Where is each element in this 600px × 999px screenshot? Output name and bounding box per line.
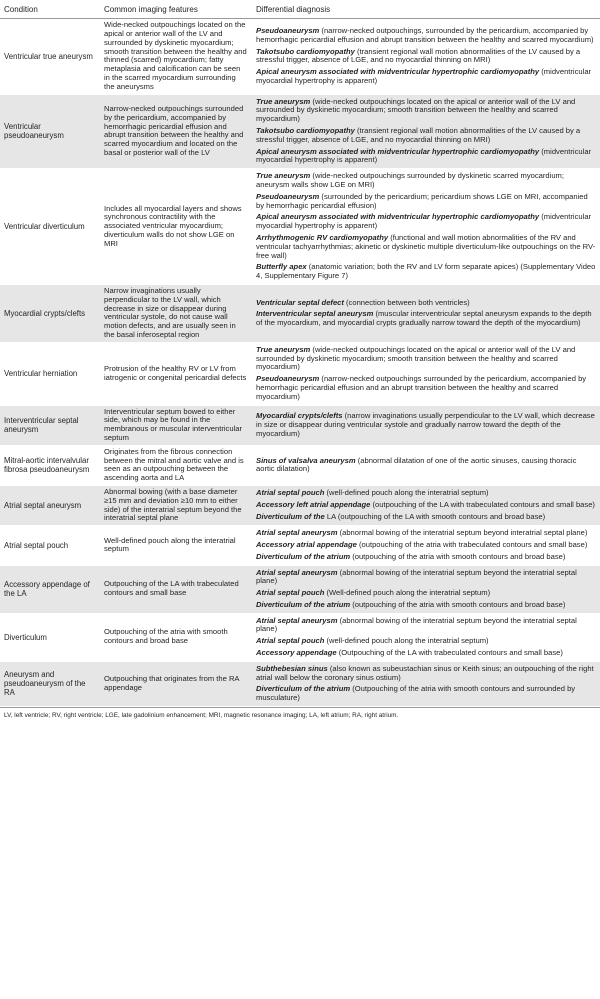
condition-cell: Ventricular herniation: [0, 342, 100, 405]
imaging-features-cell: Outpouching of the atria with smooth contours and broad base: [100, 613, 252, 661]
diagnosis-name: Atrial septal aneurysm: [256, 528, 338, 538]
diagnosis-name: Pseudoaneurysm: [256, 191, 320, 201]
diagnosis-name: Apical aneurysm associated with midventricular hypertrophic cardiomyopathy: [256, 212, 540, 222]
condition-cell: Mitral-aortic intervalvular fibrosa pseudoaneurysm: [0, 445, 100, 485]
diagnosis-name: Diverticulum of the atrium: [256, 684, 351, 694]
diagnosis-description: (surrounded by the pericardium; pericardium shows LGE on MRI, accompanied by hemorrhagic pericardial effusion): [256, 191, 588, 210]
diagnosis-name: Subthebesian sinus: [256, 663, 328, 673]
diagnosis-description: (connection between both ventricles): [343, 297, 470, 307]
diagnosis-item: [256, 27, 596, 45]
differential-diagnosis-cell: [252, 613, 600, 661]
differential-diagnosis-cell: [252, 94, 600, 169]
imaging-features-cell: Protrusion of the healthy RV or LV from iatrogenic or congenital pericardial defects: [100, 342, 252, 405]
diagnosis-description: LA (outpouching of the LA with smooth contours and broad base): [324, 511, 546, 521]
diagnosis-name: Arrhythmogenic RV cardiomyopathy: [256, 233, 389, 242]
diagnosis-item: [256, 234, 596, 260]
condition-cell: Aneurysm and pseudoaneurysm of the RA: [0, 661, 100, 706]
diagnosis-description: (Outpouching of the LA with trabeculated contours and small base): [336, 648, 563, 658]
imaging-features-cell: Originates from the fibrous connection between the mitral and aortic valve and is seen as an outpouching between the ascending aorta and LA: [100, 445, 252, 485]
differential-diagnosis-cell: [252, 169, 600, 285]
diagnosis-name: Apical aneurysm associated with midventricular hypertrophic cardiomyopathy: [256, 146, 540, 156]
diagnosis-description: (well-defined pouch along the interatrial septum): [324, 488, 489, 498]
diagnosis-name: Takotsubo cardiomyopathy: [256, 46, 355, 56]
diagnosis-name: Atrial septal aneurysm: [256, 615, 338, 625]
diagnosis-item: [256, 310, 596, 328]
diagnosis-name: Ventricular septal defect: [256, 297, 344, 307]
diagnosis-item: [256, 489, 596, 498]
diagnosis-description: (Outpouching of the atria with smooth contours and surrounded by musculature): [256, 684, 576, 703]
diagnosis-item: [256, 263, 596, 281]
condition-cell: Accessory appendage of the LA: [0, 565, 100, 613]
header-row: [0, 0, 600, 19]
imaging-features-cell: Wide-necked outpouchings located on the apical or anterior wall of the LV and surrounded by dyskinetic myocardium; smooth transition between the healthy and thinned (scarred) myocardium; fatty metaplasia and calcification can be seen in the scarred myocardium surrounding the aneurysms: [100, 19, 252, 94]
diagnosis-name: Takotsubo cardiomyopathy: [256, 126, 355, 136]
diagnosis-name: Myocardial crypts/clefts: [256, 410, 343, 420]
diagnosis-item: [256, 501, 596, 510]
imaging-features-cell: Abnormal bowing (with a base diameter ≥15 mm and deviation ≥10 mm to either side) of the interatrial septum beyond the interatrial septal plane: [100, 485, 252, 525]
diagnosis-description: (muscular interventricular septal aneurysm expands to the depth of the myocardium, and myocardial crypts gradually narrow toward the depth of the myocardium): [256, 309, 592, 328]
diagnosis-description: (also known as subeustachian sinus or Keith sinus; an outpouching of the right atrial wall below the coronary sinus ostium): [256, 663, 594, 682]
table-footnote: LV, left ventricle; RV, right ventricle; LGE, late gadolinium enhancement; MRI, magnetic resonance imaging; LA, left atrium; RA, right atrium.: [0, 707, 600, 723]
diagnosis-item: [256, 617, 596, 635]
diagnosis-description: (outpouching of the atria with trabeculated contours and small base): [356, 539, 588, 549]
diagnosis-description: (narrow-necked outpouchings surrounded by the pericardium, accompanied by hemorrhagic pericardial effusion and an abrupt transition between the healthy and scarred myocardium): [256, 374, 587, 401]
imaging-features-cell: Includes all myocardial layers and shows synchronous contractility with the associated ventricular myocardium; diverticulum walls do not show LGE on MRI: [100, 169, 252, 285]
diagnosis-name: Diverticulum of the: [256, 511, 325, 521]
header-diagnosis: Differential diagnosis: [252, 0, 600, 19]
diagnosis-item: [256, 375, 596, 401]
diagnosis-item: [256, 685, 596, 703]
diagnosis-item: [256, 299, 596, 308]
diagnosis-item: [256, 649, 596, 658]
diagnosis-item: [256, 193, 596, 211]
diagnosis-item: [256, 346, 596, 372]
diagnosis-description: (narrow invaginations usually perpendicular to the LV wall, which decrease in size or disappear during ventricular systole and gradually narrow toward the depth of the myocardium): [256, 410, 595, 438]
table-row: [0, 445, 600, 485]
diagnosis-description: (midventricular myocardial hypertrophy is apparent): [256, 212, 592, 231]
differential-diagnosis-cell: [252, 19, 600, 94]
diagnosis-item: [256, 569, 596, 587]
diagnosis-description: (abnormal bowing of the interatrial septum beyond the interatrial septal plane): [256, 567, 577, 586]
diagnosis-description: (midventricular myocardial hypertrophy is apparent): [256, 146, 592, 165]
diagnosis-description: (narrow-necked outpouchings, surrounded by the pericardium, accompanied by hemorrhagic pericardial effusion and abrupt transition between the healthy and scarred myocardium): [256, 26, 594, 44]
table-row: [0, 485, 600, 525]
diagnosis-name: Diverticulum of the atrium: [256, 599, 351, 609]
diagnosis-item: [256, 98, 596, 124]
diagnosis-item: [256, 213, 596, 231]
diagnosis-name: Apical aneurysm associated with midventricular hypertrophic cardiomyopathy: [256, 67, 540, 77]
diagnosis-description: (outpouching of the atria with smooth contours and broad base): [350, 551, 566, 561]
diagnosis-name: True aneurysm: [256, 171, 311, 181]
differential-diagnosis-cell: [252, 445, 600, 485]
diagnosis-description: (transient regional wall motion abnormalities of the LV caused by a stressful trigger, absence of LGE, and no myocardial thinning on MRI): [256, 126, 581, 144]
differential-diagnosis-cell: [252, 284, 600, 342]
imaging-features-cell: Well-defined pouch along the interatrial septum: [100, 526, 252, 565]
imaging-features-cell: Narrow invaginations usually perpendicular to the LV wall, which decrease in size or disappear during ventricular systole, do not cause wall motion defects, and are usually seen in the basal inferoseptal region: [100, 284, 252, 342]
diagnosis-item: [256, 127, 596, 145]
diagnosis-name: True aneurysm: [256, 96, 311, 106]
differential-diagnosis-cell: [252, 661, 600, 706]
diagnosis-item: [256, 148, 596, 166]
header-features: Common imaging features: [100, 0, 252, 19]
imaging-features-cell: Outpouching of the LA with trabeculated contours and small base: [100, 565, 252, 613]
diagnosis-item: [256, 541, 596, 550]
table-row: [0, 526, 600, 565]
table-row: [0, 19, 600, 94]
table-row: [0, 613, 600, 661]
condition-cell: Ventricular diverticulum: [0, 169, 100, 285]
diagnosis-description: (wide-necked outpouchings located on the apical or anterior wall of the LV and surrounded by dyskinetic myocardium; smooth transition between the healthy and scarred myocardium): [256, 96, 576, 124]
table-row: [0, 94, 600, 169]
condition-cell: Ventricular pseudoaneurysm: [0, 94, 100, 169]
differential-diagnosis-cell: [252, 485, 600, 525]
diagnosis-description: (outpouching of the atria with smooth contours and broad base): [350, 599, 566, 609]
diagnosis-description: (abnormal dilatation of one of the aortic sinuses, causing thoracic aortic dilatation): [256, 455, 577, 474]
diagnosis-name: Accessory appendage: [256, 648, 337, 658]
table-row: [0, 565, 600, 613]
table-row: [0, 661, 600, 706]
diagnosis-name: Sinus of valsalva aneurysm: [256, 455, 356, 465]
differential-diagnosis-cell: [252, 565, 600, 613]
diagnosis-item: [256, 529, 596, 538]
differential-diagnosis-cell: [252, 526, 600, 565]
diagnosis-description: (well-defined pouch along the interatrial septum): [324, 636, 489, 646]
condition-cell: Diverticulum: [0, 613, 100, 661]
table-row: [0, 169, 600, 285]
imaging-features-cell: Outpouching that originates from the RA appendage: [100, 661, 252, 706]
diagnosis-description: (abnormal bowing of the interatrial septum beyond interatrial septal plane): [337, 528, 588, 538]
diagnosis-description: (abnormal bowing of the interatrial septum beyond the interatrial septal plane): [256, 615, 577, 634]
table-row: [0, 284, 600, 342]
diagnosis-name: Atrial septal pouch: [256, 588, 325, 598]
diagnosis-item: [256, 457, 596, 475]
diagnosis-item: [256, 48, 596, 66]
differential-diagnosis-cell: [252, 405, 600, 445]
diagnosis-item: [256, 412, 596, 438]
diagnosis-name: Accessory left atrial appendage: [256, 500, 371, 510]
diagnosis-name: Diverticulum of the atrium: [256, 551, 351, 561]
diagnosis-item: [256, 601, 596, 610]
diagnosis-item: [256, 637, 596, 646]
diagnosis-item: [256, 513, 596, 522]
imaging-features-cell: Interventricular septum bowed to either side, which may be found in the membranous or muscular interventricular septum: [100, 405, 252, 445]
diagnosis-name: Pseudoaneurysm: [256, 26, 320, 36]
condition-cell: Ventricular true aneurysm: [0, 19, 100, 94]
diagnosis-description: (outpouching of the LA with trabeculated contours and small base): [370, 500, 595, 510]
diagnosis-description: (Well-defined pouch along the interatrial septum): [324, 588, 491, 598]
diagnosis-item: [256, 553, 596, 562]
diagnosis-item: [256, 665, 596, 683]
diagnosis-item: [256, 68, 596, 86]
diagnosis-item: [256, 172, 596, 190]
diagnosis-description: (anatomic variation; both the RV and LV form separate apices) (Supplementary Video 4, Supplementary Figure 7): [256, 262, 596, 281]
table-row: [0, 342, 600, 405]
condition-cell: Atrial septal aneurysm: [0, 485, 100, 525]
condition-cell: Interventricular septal aneurysm: [0, 405, 100, 445]
imaging-features-cell: Narrow-necked outpouchings surrounded by the pericardium, accompanied by hemorrhagic pericardial effusion and abrupt transition between the healthy and scarred myocardium and located on the basal or posterior wall of the LV: [100, 94, 252, 169]
table-body: [0, 19, 600, 707]
diagnosis-name: Accessory atrial appendage: [256, 539, 357, 549]
diagnosis-name: Pseudoaneurysm: [256, 374, 320, 384]
diagnosis-description: (wide-necked outpouchings surrounded by dyskinetic scarred myocardium; aneurysm walls show LGE on MRI): [256, 171, 564, 190]
diagnosis-name: Atrial septal pouch: [256, 636, 325, 646]
diagnosis-name: Butterfly apex: [256, 262, 307, 272]
condition-cell: Myocardial crypts/clefts: [0, 284, 100, 342]
diagnosis-name: Atrial septal pouch: [256, 488, 325, 498]
diagnosis-name: Atrial septal aneurysm: [256, 567, 338, 577]
diagnosis-description: (wide-necked outpouchings located on the apical or anterior wall of the LV and surrounded by dyskinetic myocardium; smooth transition between the healthy and scarred myocardium): [256, 344, 576, 372]
condition-cell: Atrial septal pouch: [0, 526, 100, 565]
diagnosis-description: (transient regional wall motion abnormalities of the LV caused by a stressful trigger, absence of LGE, and no myocardial thinning on MRI): [256, 46, 581, 65]
diagnosis-description: (midventricular myocardial hypertrophy is apparent): [256, 67, 592, 86]
diagnosis-description: (functional and wall motion abnormalities of the RV and ventricular tachyarrhythmias; akinetic or dyskinetic multiple diverticulum-like outpouchings on the RV-free wall): [256, 233, 596, 260]
diagnosis-item: [256, 589, 596, 598]
table-row: [0, 405, 600, 445]
diagnosis-name: Interventricular septal aneurysm: [256, 309, 374, 319]
differential-diagnosis-cell: [252, 342, 600, 405]
diagnosis-name: True aneurysm: [256, 344, 311, 354]
header-condition: Condition: [0, 0, 100, 19]
